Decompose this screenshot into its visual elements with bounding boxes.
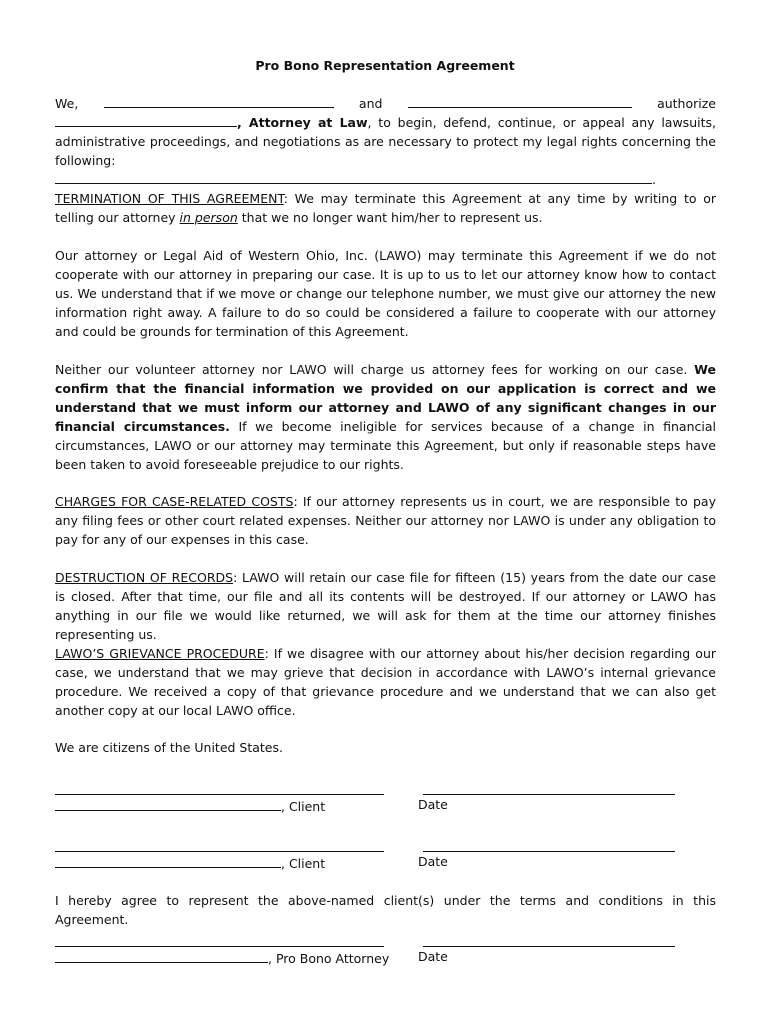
client-2-label-row bbox=[55, 854, 325, 871]
lawo-termination-paragraph: Our attorney or Legal Aid of Western Ohio, Inc. (LAWO) may terminate this Agreement if we do not cooperate with our attorney in preparing our case. It is up to us to let our attorney know how to contact us. We understand that if we move or change our telephone number, we must give our attorney the new information right away. A failure to do so could be considered a failure to cooperate with our attorney and could be grounds for termination of this Agreement. bbox=[55, 248, 716, 339]
termination-text-2: that we no longer want him/her to represent us. bbox=[237, 210, 543, 225]
termination-text-1: : We may terminate this Agreement at any time by writing to or telling our attorney bbox=[55, 191, 716, 225]
termination-heading: TERMINATION OF THIS AGREEMENT bbox=[55, 191, 284, 206]
attorney-name-field[interactable] bbox=[55, 113, 237, 127]
citizens-statement: We are citizens of the United States. bbox=[55, 740, 283, 755]
pro-bono-attorney-label: , Pro Bono Attorney bbox=[268, 951, 390, 966]
intro-we: We, bbox=[55, 96, 79, 111]
attorney-at-law-label: , Attorney at Law bbox=[237, 115, 368, 130]
fees-paragraph bbox=[55, 360, 716, 474]
authorizer-name-field[interactable] bbox=[104, 94, 334, 108]
attorney-signature-line[interactable] bbox=[55, 946, 384, 947]
attorney-agreement-statement: I hereby agree to represent the above-named client(s) under the terms and conditions in this Agreement. bbox=[55, 893, 716, 927]
client-1-name-field[interactable] bbox=[55, 797, 281, 811]
following-matter-field[interactable] bbox=[55, 170, 652, 184]
grievance-paragraph bbox=[55, 644, 716, 720]
intro-paragraph bbox=[55, 94, 716, 189]
destruction-heading: DESTRUCTION OF RECORDS bbox=[55, 570, 234, 585]
intro-end: . bbox=[652, 172, 656, 187]
intro-authorize: authorize bbox=[657, 96, 716, 111]
attorney-date-line[interactable] bbox=[423, 946, 675, 947]
charges-paragraph bbox=[55, 492, 716, 549]
client-2-date-line[interactable] bbox=[423, 851, 675, 852]
attorney-date-label: Date bbox=[418, 949, 448, 964]
client-2-name-field[interactable] bbox=[55, 854, 281, 868]
grievance-text: : If we disagree with our attorney about his/her decision regarding our case, we understand that we may grieve that decision in accordance with LAWO’s internal grievance procedure. We received a copy of that grievance procedure and we understand that we can also get another copy at our local LAWO office. bbox=[55, 646, 717, 718]
client-1-label-row bbox=[55, 797, 325, 814]
attorney-label-row bbox=[55, 949, 389, 966]
termination-paragraph bbox=[55, 189, 716, 227]
fees-text-1: Neither our volunteer attorney nor LAWO will charge us attorney fees for working on our case. bbox=[55, 362, 695, 377]
intro-and: and bbox=[358, 96, 383, 111]
client-1-date-label: Date bbox=[418, 797, 448, 812]
client-1-signature-line[interactable] bbox=[55, 794, 384, 795]
co-authorizer-name-field[interactable] bbox=[408, 94, 632, 108]
fees-bold-text: We confirm that the financial information we provided on our application is correct and we understand that we must inform our attorney and LAWO of any significant changes in our financial circumstances. bbox=[55, 362, 716, 434]
attorney-printed-name-field[interactable] bbox=[55, 949, 268, 963]
client-2-label: , Client bbox=[281, 856, 326, 871]
in-person-text: in person bbox=[179, 210, 238, 225]
page-title: Pro Bono Representation Agreement bbox=[255, 58, 515, 73]
client-2-signature-line[interactable] bbox=[55, 851, 384, 852]
charges-heading: CHARGES FOR CASE-RELATED COSTS bbox=[55, 494, 294, 509]
client-2-date-label: Date bbox=[418, 854, 448, 869]
charges-text: : If our attorney represents us in court, we are responsible to pay any filing fees or other court related expenses. Neither our attorney nor LAWO is under any obligation to pay for any of our expenses in this case. bbox=[55, 494, 716, 547]
client-1-label: , Client bbox=[281, 799, 326, 814]
destruction-text: : LAWO will retain our case file for fifteen (15) years from the date our case is closed. After that time, our file and all its contents will be destroyed. If our attorney or LAWO has anything in our file we would like returned, we will ask for them at the time our attorney finishes representing us. bbox=[55, 570, 716, 642]
intro-text: , to begin, defend, continue, or appeal any lawsuits, administrative proceedings, and negotiations as are necessary to protect my legal rights concerning the following: bbox=[55, 115, 716, 168]
grievance-heading: LAWO’S GRIEVANCE PROCEDURE bbox=[55, 646, 265, 661]
intro-first-line bbox=[55, 94, 716, 113]
destruction-paragraph bbox=[55, 568, 716, 644]
client-1-date-line[interactable] bbox=[423, 794, 675, 795]
fees-text-2: If we become ineligible for services because of a change in financial circumstances, LAWO or our attorney may terminate this Agreement, but only if reasonable steps have been taken to avoid foreseeable prejudice to our rights. bbox=[55, 419, 716, 472]
